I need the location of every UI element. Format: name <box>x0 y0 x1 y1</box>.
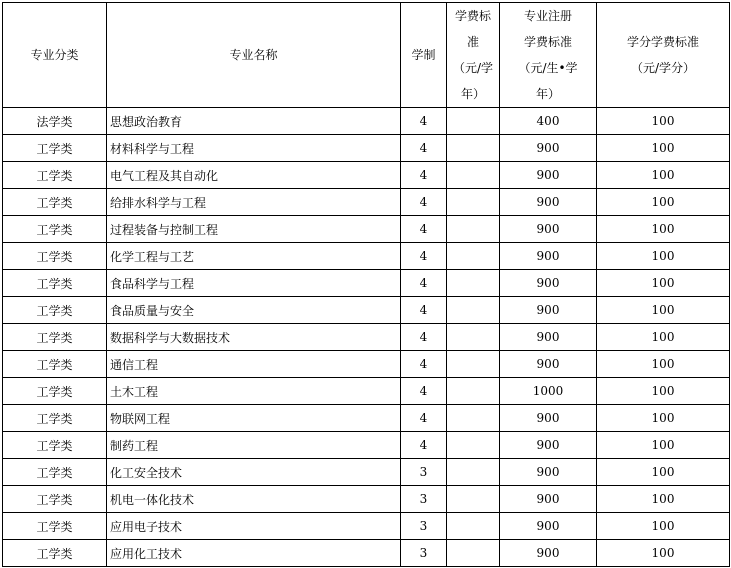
cell-tuition <box>447 432 500 459</box>
cell-major: 食品科学与工程 <box>107 270 401 297</box>
table-row <box>3 324 730 351</box>
cell-credit: 100 <box>597 162 730 189</box>
header-category: 专业分类 <box>3 3 107 108</box>
cell-years: 3 <box>401 540 447 567</box>
cell-major: 机电一体化技术 <box>107 486 401 513</box>
cell-registration: 900 <box>500 405 597 432</box>
cell-tuition <box>447 216 500 243</box>
table-row <box>3 486 730 513</box>
cell-tuition <box>447 108 500 135</box>
cell-registration: 900 <box>500 540 597 567</box>
table-row <box>3 243 730 270</box>
cell-registration: 1000 <box>500 378 597 405</box>
cell-credit: 100 <box>597 378 730 405</box>
cell-tuition <box>447 189 500 216</box>
cell-years: 4 <box>401 135 447 162</box>
cell-major: 思想政治教育 <box>107 108 401 135</box>
cell-registration: 900 <box>500 351 597 378</box>
cell-tuition <box>447 540 500 567</box>
cell-credit: 100 <box>597 486 730 513</box>
header-registration <box>500 3 597 108</box>
table-row <box>3 135 730 162</box>
header-tuition-line: （元/学 <box>452 61 494 75</box>
cell-tuition <box>447 378 500 405</box>
cell-years: 3 <box>401 513 447 540</box>
table-row <box>3 540 730 567</box>
cell-tuition <box>447 459 500 486</box>
table-row <box>3 108 730 135</box>
cell-years: 4 <box>401 297 447 324</box>
cell-major: 通信工程 <box>107 351 401 378</box>
table-row <box>3 459 730 486</box>
cell-category: 工学类 <box>3 189 107 216</box>
header-credit <box>597 3 730 108</box>
cell-years: 4 <box>401 108 447 135</box>
cell-credit: 100 <box>597 270 730 297</box>
cell-category: 工学类 <box>3 405 107 432</box>
table-row <box>3 216 730 243</box>
cell-tuition <box>447 513 500 540</box>
cell-category: 工学类 <box>3 513 107 540</box>
cell-major: 应用电子技术 <box>107 513 401 540</box>
cell-credit: 100 <box>597 135 730 162</box>
cell-major: 土木工程 <box>107 378 401 405</box>
header-row <box>3 3 730 108</box>
header-tuition-line: 学费标 <box>454 9 491 23</box>
cell-years: 4 <box>401 216 447 243</box>
cell-credit: 100 <box>597 297 730 324</box>
cell-major: 过程装备与控制工程 <box>107 216 401 243</box>
cell-category: 工学类 <box>3 324 107 351</box>
cell-major: 物联网工程 <box>107 405 401 432</box>
cell-major: 化工安全技术 <box>107 459 401 486</box>
cell-registration: 900 <box>500 324 597 351</box>
header-tuition-line: 年） <box>460 87 485 101</box>
cell-years: 4 <box>401 243 447 270</box>
cell-registration: 900 <box>500 270 597 297</box>
header-registration-line: （元/生•学 <box>518 61 578 75</box>
cell-category: 工学类 <box>3 216 107 243</box>
table-row <box>3 189 730 216</box>
cell-major: 食品质量与安全 <box>107 297 401 324</box>
cell-tuition <box>447 243 500 270</box>
fee-table <box>2 2 730 567</box>
cell-category: 法学类 <box>3 108 107 135</box>
cell-category: 工学类 <box>3 486 107 513</box>
cell-category: 工学类 <box>3 378 107 405</box>
cell-years: 4 <box>401 189 447 216</box>
table-row <box>3 270 730 297</box>
cell-category: 工学类 <box>3 135 107 162</box>
cell-category: 工学类 <box>3 297 107 324</box>
header-registration-line: 专业注册 <box>523 9 572 23</box>
cell-years: 4 <box>401 405 447 432</box>
cell-major: 制药工程 <box>107 432 401 459</box>
cell-tuition <box>447 405 500 432</box>
cell-years: 4 <box>401 270 447 297</box>
table-row <box>3 378 730 405</box>
table-row <box>3 162 730 189</box>
cell-credit: 100 <box>597 189 730 216</box>
cell-credit: 100 <box>597 459 730 486</box>
cell-credit: 100 <box>597 243 730 270</box>
cell-credit: 100 <box>597 432 730 459</box>
cell-years: 3 <box>401 486 447 513</box>
cell-years: 4 <box>401 162 447 189</box>
table-row <box>3 513 730 540</box>
cell-category: 工学类 <box>3 540 107 567</box>
header-major: 专业名称 <box>107 3 401 108</box>
cell-category: 工学类 <box>3 459 107 486</box>
cell-registration: 900 <box>500 216 597 243</box>
cell-registration: 900 <box>500 243 597 270</box>
cell-tuition <box>447 135 500 162</box>
header-credit-line: 学分学费标准 <box>626 35 699 49</box>
cell-registration: 900 <box>500 432 597 459</box>
cell-credit: 100 <box>597 405 730 432</box>
cell-registration: 900 <box>500 513 597 540</box>
cell-tuition <box>447 486 500 513</box>
cell-tuition <box>447 324 500 351</box>
cell-registration: 400 <box>500 108 597 135</box>
cell-years: 3 <box>401 459 447 486</box>
table-row <box>3 405 730 432</box>
cell-category: 工学类 <box>3 243 107 270</box>
cell-major: 应用化工技术 <box>107 540 401 567</box>
cell-registration: 900 <box>500 486 597 513</box>
cell-major: 化学工程与工艺 <box>107 243 401 270</box>
cell-category: 工学类 <box>3 351 107 378</box>
cell-credit: 100 <box>597 216 730 243</box>
cell-years: 4 <box>401 324 447 351</box>
cell-major: 数据科学与大数据技术 <box>107 324 401 351</box>
cell-major: 电气工程及其自动化 <box>107 162 401 189</box>
cell-registration: 900 <box>500 162 597 189</box>
cell-category: 工学类 <box>3 432 107 459</box>
table-row <box>3 432 730 459</box>
header-years: 学制 <box>401 3 447 108</box>
table-row <box>3 351 730 378</box>
cell-tuition <box>447 270 500 297</box>
cell-years: 4 <box>401 378 447 405</box>
cell-tuition <box>447 162 500 189</box>
header-registration-line: 年） <box>535 87 560 101</box>
cell-credit: 100 <box>597 540 730 567</box>
cell-years: 4 <box>401 351 447 378</box>
header-tuition-line: 准 <box>466 35 479 49</box>
cell-registration: 900 <box>500 459 597 486</box>
cell-category: 工学类 <box>3 162 107 189</box>
table-row <box>3 297 730 324</box>
cell-registration: 900 <box>500 135 597 162</box>
cell-credit: 100 <box>597 324 730 351</box>
cell-registration: 900 <box>500 189 597 216</box>
cell-major: 材料科学与工程 <box>107 135 401 162</box>
cell-credit: 100 <box>597 108 730 135</box>
cell-category: 工学类 <box>3 270 107 297</box>
header-registration-line: 学费标准 <box>523 35 572 49</box>
header-credit-line: （元/学分） <box>630 61 696 75</box>
cell-tuition <box>447 297 500 324</box>
cell-major: 给排水科学与工程 <box>107 189 401 216</box>
cell-tuition <box>447 351 500 378</box>
cell-credit: 100 <box>597 351 730 378</box>
cell-registration: 900 <box>500 297 597 324</box>
table-body <box>3 108 730 567</box>
cell-credit: 100 <box>597 513 730 540</box>
header-tuition <box>447 3 500 108</box>
cell-years: 4 <box>401 432 447 459</box>
